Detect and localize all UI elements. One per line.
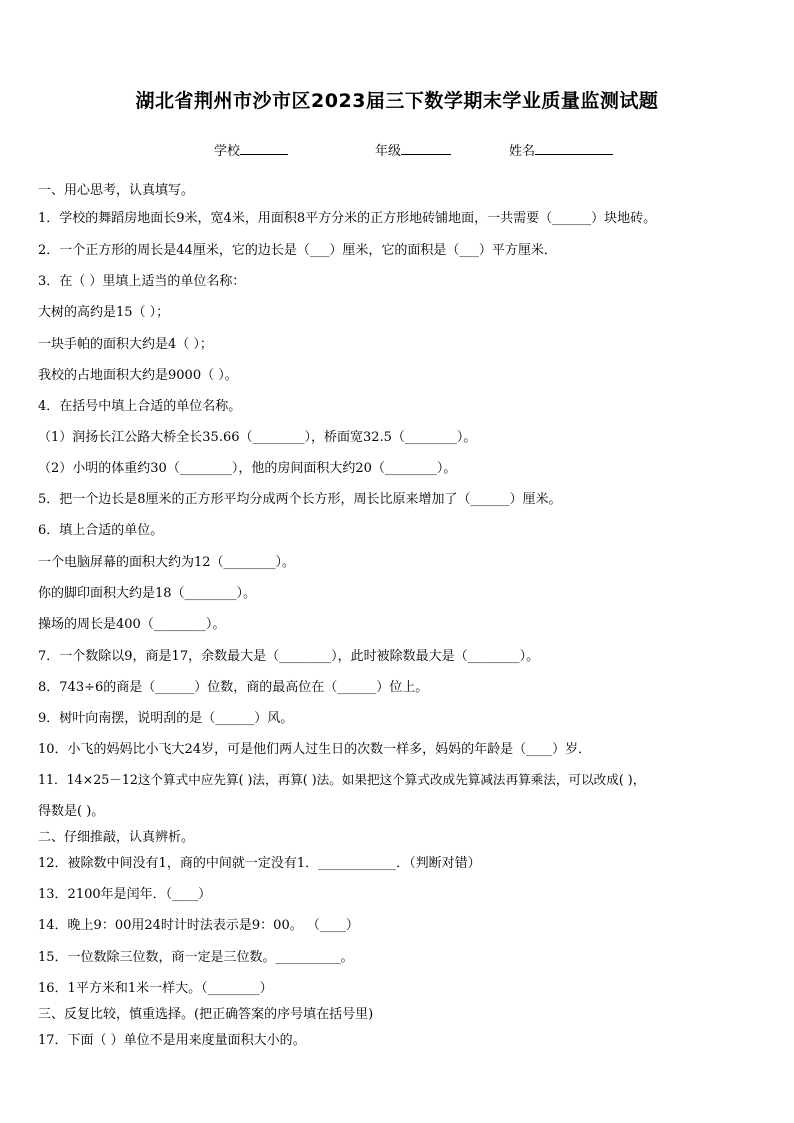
question-9: 9．树叶向南摆，说明刮的是（______）风。	[38, 711, 294, 726]
question-14: 14．晚上9：00用24时计时法表示是9：00。 （____）	[38, 918, 359, 933]
question-15: 15．一位数除三位数，商一定是三位数。__________。	[38, 950, 354, 965]
grade-label: 年级	[375, 144, 402, 159]
question-13: 13．2100年是闰年．（____）	[38, 887, 212, 902]
school-field	[214, 140, 288, 159]
question-6: 6．填上合适的单位。	[38, 523, 164, 538]
question-11-continued: 得数是( )。	[38, 804, 105, 819]
page-title: 湖北省荆州市沙市区2023届三下数学期末学业质量监测试题	[135, 90, 659, 112]
question-6-item-2: 你的脚印面积大约是18（________）。	[38, 586, 257, 601]
question-4-item-1: （1）润扬长江公路大桥全长35.66（________），桥面宽32.5（________）。	[38, 430, 477, 445]
question-16: 16．1平方米和1米一样大。（________）	[38, 981, 273, 996]
school-blank	[240, 141, 288, 155]
section-1-heading: 一、用心思考，认真填写。	[38, 183, 195, 198]
question-4-item-2: （2）小明的体重约30（________），他的房间面积大约20（________）。	[38, 461, 457, 476]
name-label: 姓名	[509, 144, 536, 159]
section-3-heading: 三、反复比较，慎重选择。(把正确答案的序号填在括号里)	[38, 1007, 374, 1022]
school-label: 学校	[214, 144, 241, 159]
question-4: 4．在括号中填上合适的单位名称。	[38, 399, 242, 414]
question-6-item-1: 一个电脑屏幕的面积大约为12（________）。	[38, 555, 296, 570]
question-8: 8．743÷6的商是（______）位数，商的最高位在（______）位上。	[38, 680, 429, 695]
section-2-heading: 二、仔细推敲，认真辨析。	[38, 830, 195, 845]
question-3-item-1: 大树的高约是15（ ）；	[38, 305, 170, 320]
name-blank	[535, 141, 613, 155]
question-7: 7．一个数除以9，商是17，余数最大是（________），此时被除数最大是（________）。	[38, 649, 540, 664]
question-5: 5．把一个边长是8厘米的正方形平均分成两个长方形，周长比原来增加了（______）厘米。	[38, 492, 562, 507]
question-6-item-3: 操场的周长是400（________）。	[38, 617, 226, 632]
question-11: 11．14×25－12这个算式中应先算( )法，再算( )法。如果把这个算式改成先算减法再算乘法，可以改成( )，	[38, 772, 646, 787]
question-10: 10．小飞的妈妈比小飞大24岁，可是他们两人过生日的次数一样多，妈妈的年龄是（____）岁．	[38, 742, 592, 757]
question-3-item-2: 一块手帕的面积大约是4（ ）；	[38, 337, 213, 352]
question-3-item-3: 我校的占地面积大约是9000（ ）。	[38, 368, 238, 383]
question-1: 1．学校的舞蹈房地面长9米，宽4米，用面积8平方分米的正方形地砖铺地面，一共需要（______）块地砖。	[38, 211, 657, 226]
grade-blank	[401, 141, 451, 155]
question-12: 12．被除数中间没有1，商的中间就一定没有1．____________．（判断对错）	[38, 856, 481, 871]
question-17: 17．下面（ ）单位不是用来度量面积大小的。	[38, 1033, 306, 1048]
grade-field	[375, 140, 451, 159]
name-field	[509, 140, 613, 159]
question-2: 2．一个正方形的周长是44厘米，它的边长是（___）厘米，它的面积是（___）平方厘米．	[38, 243, 557, 258]
question-3: 3．在（ ）里填上适当的单位名称：	[38, 274, 246, 289]
